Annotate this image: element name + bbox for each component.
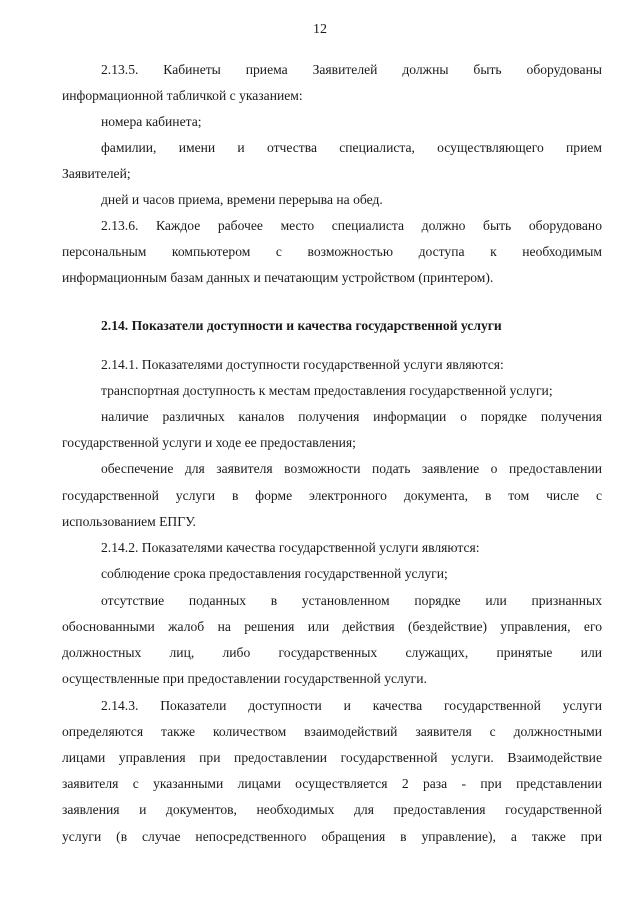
text-line: государственной услуги и ходе ее предоставления;: [62, 435, 356, 450]
text-line: заявителя с указанными лицами осуществляется 2 раза - при представлении: [62, 776, 602, 791]
page-number: 12: [313, 22, 327, 37]
text-line: 2.14.3. Показатели доступности и качества государственной услуги: [101, 698, 602, 713]
text-line: использованием ЕПГУ.: [62, 514, 196, 529]
text-line: номера кабинета;: [101, 114, 202, 129]
text-line: дней и часов приема, времени перерыва на обед.: [101, 192, 383, 207]
text-line: 2.13.5. Кабинеты приема Заявителей должны быть оборудованы: [101, 62, 602, 77]
section-heading: 2.14. Показатели доступности и качества государственной услуги: [101, 318, 502, 333]
text-line: лицами управления при предоставлении государственной услуги. Взаимодействие: [62, 750, 602, 765]
text-line: соблюдение срока предоставления государственной услуги;: [101, 566, 448, 581]
text-line: осуществленные при предоставлении государственной услуги.: [62, 671, 427, 686]
text-line: государственной услуги в форме электронного документа, в том числе с: [62, 488, 602, 503]
text-line: Заявителей;: [62, 166, 131, 181]
text-line: 2.14.1. Показателями доступности государственной услуги являются:: [101, 357, 504, 372]
text-line: обоснованными жалоб на решения или действия (бездействие) управления, его: [62, 619, 602, 634]
text-line: фамилии, имени и отчества специалиста, осуществляющего прием: [101, 140, 602, 155]
text-line: 2.14.2. Показателями качества государственной услуги являются:: [101, 540, 480, 555]
text-line: информационным базам данных и печатающим устройством (принтером).: [62, 270, 494, 285]
text-line: 2.13.6. Каждое рабочее место специалиста должно быть оборудовано: [101, 218, 602, 233]
text-line: заявления и документов, необходимых для предоставления государственной: [62, 802, 602, 817]
text-line: информационной табличкой с указанием:: [62, 88, 303, 103]
text-line: обеспечение для заявителя возможности подать заявление о предоставлении: [101, 461, 602, 476]
text-line: транспортная доступность к местам предоставления государственной услуги;: [101, 383, 553, 398]
text-line: отсутствие поданных в установленном порядке или признанных: [101, 593, 602, 608]
text-line: должностных лиц, либо государственных служащих, принятые или: [62, 645, 602, 660]
text-line: персональным компьютером с возможностью доступа к необходимым: [62, 244, 602, 259]
text-line: определяются также количеством взаимодействий заявителя с должностными: [62, 724, 602, 739]
text-line: наличие различных каналов получения информации о порядке получения: [101, 409, 602, 424]
text-line: услуги (в случае непосредственного обращения в управление), а также при: [62, 829, 602, 844]
